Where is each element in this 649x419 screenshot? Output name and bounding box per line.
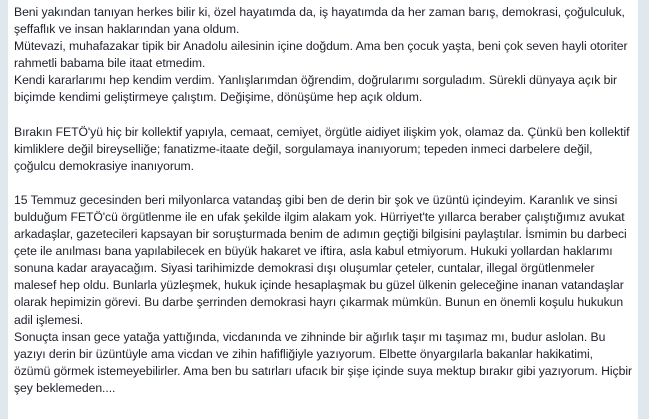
paragraph-4: Bırakın FETÖ'yü hiç bir kollektif yapıyla, cemaat, cemiyet, örgütle aidiyet ilişkim yok, olamaz da. Çünkü ben kollektif kimliklere değil bireyselliğe; fanatizme-itaate değil, sorgulamaya inanıyorum; tepeden inmeci darbelere değil, çoğulcu demokrasiye inanıyorum. — [14, 124, 630, 173]
paragraph-2: Mütevazi, muhafazakar tipik bir Anadolu ailesinin içine doğdum. Ama ben çocuk yaşta, beni çok seven hayli otoriter rahmetli babama bile itaat etmedim. — [14, 39, 628, 71]
paragraph-5: 15 Temmuz gecesinden beri milyonlarca vatandaş gibi ben de derin bir şok ve üzüntü içindeyim. Karanlık ve sinsi bulduğum FETÖ'cü örgütlenme ile en ufak şekilde ilgim alakam yok. Hürriyet'te yıllarca beraber çalıştığımız avukat arkadaşlar, gazetecileri kapsayan bir soruşturmada benim de adımın geçtiği bilgisini paylaştılar. İsmimin bu darbeci çete ile anılması bana yapılabilecek en büyük hakaret ve iftira, asla kabul etmiyorum. Hukuki yollardan haklarımı sonuna kadar arayacağım. Siyasi tarihimizde demokrasi dışı oluşumlar çeteler, cuntalar, illegal örgütlenmeler malesef hep oldu. Bunlarla yüzleşmek, hukuk içinde hesaplaşmak bu güzel ülkenin geleceğine inanan vatandaşlar olarak hepimizin görevi. Bu darbe şerrinden demokrasi hayrı çıkarmak mümkün. Bunun en önemli koşulu hukukun adil işlemesi. — [14, 192, 627, 327]
paragraph-6: Sonuçta insan gece yatağa yattığında, vicdanında ve zihninde bir ağırlık taşır mı taşımaz mı, budur aslolan. Bu yazıyı derin bir üzüntüyle ama vicdan ve zihin hafifliğiyle yazıyorum. Elbette önyargılarla bakanlar hakikatimi, özümü görmek istemeyebilirler. Ama ben bu satırları ufacık bir şişe içinde suya mektup bırakır gibi yazıyorum. Hiçbir şey beklemeden.... — [14, 329, 632, 395]
paragraph-3: Kendi kararlarımı hep kendim verdim. Yanlışlarımdan öğrendim, doğrularımı sorguladım. Sürekli dünyaya açık bir biçimde kendimi geliştirmeye çalıştım. Değişime, dönüşüme hep açık oldum. — [14, 73, 618, 105]
paragraph-1: Beni yakından tanıyan herkes bilir ki, özel hayatımda da, iş hayatımda da her zaman barış, demokrasi, çoğulculuk, şeffaflık ve insan haklarından yana oldum. — [14, 5, 625, 37]
paragraph-spacer — [14, 175, 632, 192]
post-panel — [8, 0, 638, 419]
paragraph-spacer — [14, 107, 632, 124]
post-body — [14, 4, 632, 397]
